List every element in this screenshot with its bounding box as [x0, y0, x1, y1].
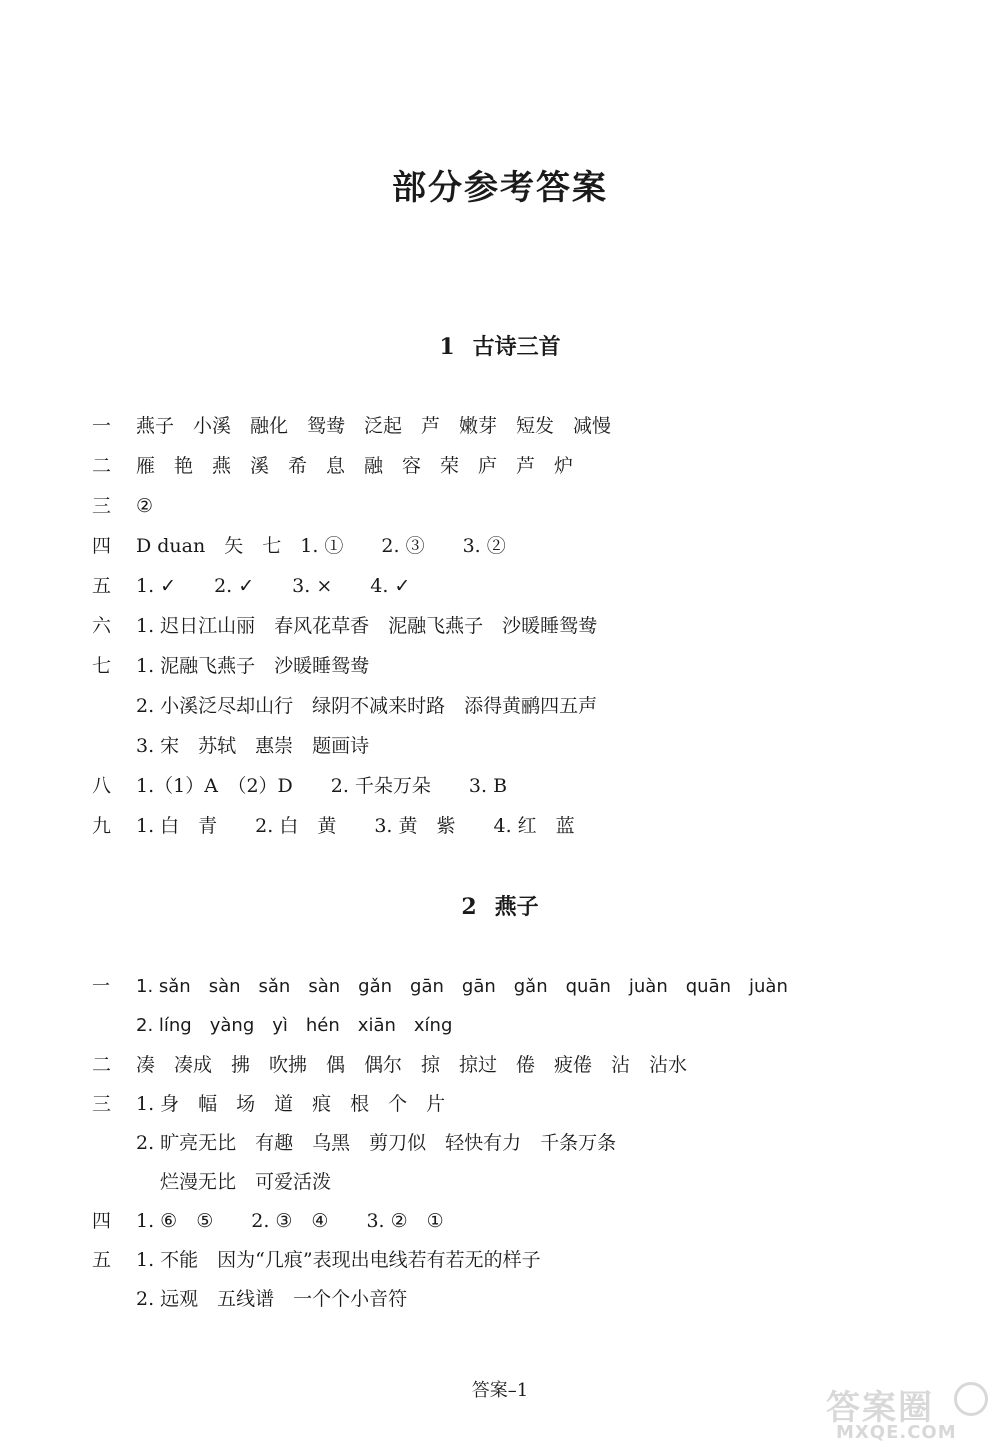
answer-text: 1. sǎn sàn sǎn sàn gǎn gān gān gǎn quān juàn quān juàn [136, 976, 788, 997]
question-number: 七 [92, 655, 112, 677]
answer-line [0, 731, 960, 761]
answer-text: 烂漫无比 可爱活泼 [160, 1171, 332, 1193]
answer-line [0, 411, 960, 441]
answer-text: 1. 不能 因为“几痕”表现出电线若有若无的样子 [136, 1249, 541, 1271]
answer-line [0, 1167, 960, 1197]
answer-line [0, 1284, 960, 1314]
question-number: 五 [92, 575, 112, 597]
answer-line [0, 811, 960, 841]
question-number: 四 [92, 1210, 112, 1232]
answer-line [0, 451, 960, 481]
answer-text: 2. 远观 五线谱 一个个小音符 [136, 1288, 408, 1310]
answer-text: 1. 白 青 2. 白 黄 3. 黄 紫 4. 红 蓝 [136, 815, 575, 837]
answer-line [0, 771, 960, 801]
answer-text: 1. 迟日江山丽 春风花草香 泥融飞燕子 沙暖睡鸳鸯 [136, 615, 598, 637]
section-2-number: 2 [461, 894, 477, 920]
answer-line [0, 1089, 960, 1119]
answer-line [0, 1206, 960, 1236]
section-2-name: 燕子 [494, 894, 539, 920]
answer-text: 1. 身 幅 场 道 痕 根 个 片 [136, 1093, 446, 1115]
section-2-heading [0, 890, 1000, 921]
question-number: 三 [92, 1093, 112, 1115]
section-1-name: 古诗三首 [472, 334, 561, 360]
watermark-text: 答案圈 [826, 1388, 934, 1428]
answer-line [0, 1011, 960, 1041]
answer-text: 1. ⑥ ⑤ 2. ③ ④ 3. ② ① [136, 1210, 444, 1232]
watermark-url: MXQE.COM [836, 1422, 957, 1443]
answer-text: 2. 旷亮无比 有趣 乌黑 剪刀似 轻快有力 千条万条 [136, 1132, 617, 1154]
answer-text: 燕子 小溪 融化 鸳鸯 泛起 芦 嫩芽 短发 减慢 [136, 415, 612, 437]
answer-text: 3. 宋 苏轼 惠崇 题画诗 [136, 735, 370, 757]
answer-text: D duan 矢 七 1. ① 2. ③ 3. ② [136, 535, 506, 557]
answer-line [0, 691, 960, 721]
answer-text: 2. 小溪泛尽却山行 绿阴不减来时路 添得黄鹂四五声 [136, 695, 598, 717]
answer-text: 1. 泥融飞燕子 沙暖睡鸳鸯 [136, 655, 370, 677]
watermark-circle-icon [954, 1382, 988, 1416]
answer-line [0, 571, 960, 601]
question-number: 二 [92, 455, 112, 477]
question-number: 九 [92, 815, 112, 837]
page-title: 部分参考答案 [392, 168, 608, 208]
answer-text: 1. ✓ 2. ✓ 3. × 4. ✓ [136, 575, 411, 597]
section-1-number: 1 [439, 334, 455, 360]
question-number: 一 [92, 976, 110, 997]
question-number: 三 [92, 495, 112, 517]
page-footer: 答案–1 [471, 1380, 529, 1401]
answer-text: 1.（1）A （2）D 2. 千朵万朵 3. B [136, 775, 508, 797]
answer-text: 凑 凑成 拂 吹拂 偶 偶尔 掠 掠过 倦 疲倦 沾 沾水 [136, 1054, 688, 1076]
answer-line [0, 972, 960, 1002]
section-1-heading [0, 330, 1000, 361]
answer-line [0, 611, 960, 641]
question-number: 四 [92, 535, 112, 557]
question-number: 六 [92, 615, 112, 637]
answer-line [0, 1050, 960, 1080]
question-number: 五 [92, 1249, 112, 1271]
question-number: 一 [92, 415, 112, 437]
answer-line [0, 651, 960, 681]
question-number: 八 [92, 775, 112, 797]
answer-text: ② [136, 495, 154, 517]
answer-line [0, 1128, 960, 1158]
answer-text: 雁 艳 燕 溪 希 息 融 容 荣 庐 芦 炉 [136, 455, 574, 477]
answer-line [0, 531, 960, 561]
answer-text: 2. líng yàng yì hén xiān xíng [136, 1015, 453, 1036]
watermark-logo [826, 1380, 986, 1446]
answer-line [0, 1245, 960, 1275]
answer-line [0, 491, 960, 521]
question-number: 二 [92, 1054, 112, 1076]
